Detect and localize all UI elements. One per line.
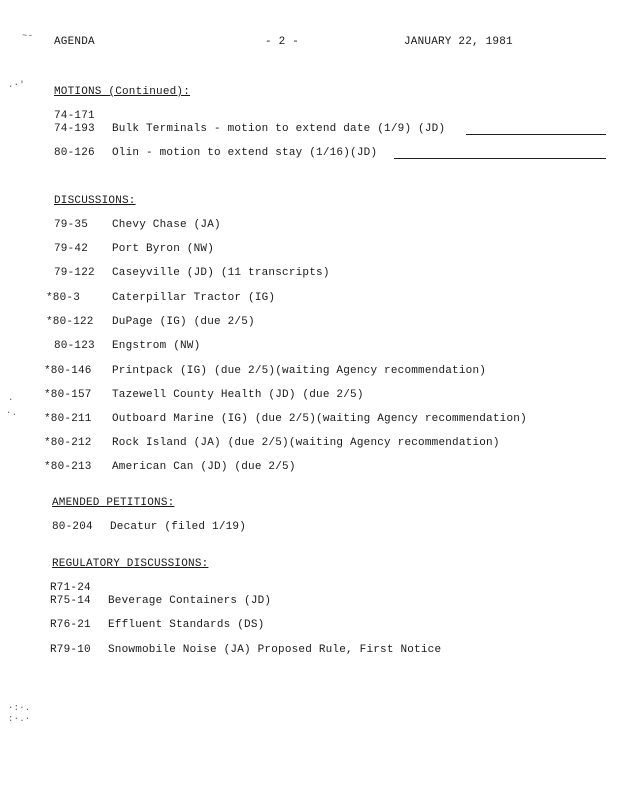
- discussion-number: 79-35: [54, 219, 89, 231]
- regulatory-discussions-heading: REGULATORY DISCUSSIONS:: [52, 558, 209, 570]
- motion-description: Olin - motion to extend stay (1/16)(JD): [112, 147, 378, 159]
- motion-number: 74-193: [54, 123, 95, 135]
- regulatory-number: R76-21: [50, 619, 91, 631]
- motion-description: Bulk Terminals - motion to extend date (1/9) (JD): [112, 123, 446, 135]
- scan-mark: ·: [8, 395, 14, 405]
- discussion-description: Printpack (IG) (due 2/5)(waiting Agency recommendation): [112, 365, 487, 377]
- discussion-description: American Can (JD) (due 2/5): [112, 461, 296, 473]
- discussion-number: *80-211: [44, 413, 92, 425]
- discussion-description: Caterpillar Tractor (IG): [112, 292, 276, 304]
- scan-mark: ·.: [6, 408, 18, 418]
- discussion-number: 80-123: [54, 340, 95, 352]
- regulatory-description: Beverage Containers (JD): [108, 595, 272, 607]
- regulatory-number: R79-10: [50, 644, 91, 656]
- regulatory-description: Snowmobile Noise (JA) Proposed Rule, First Notice: [108, 644, 442, 656]
- scan-mark: :·.·: [8, 714, 31, 724]
- discussion-number: 79-122: [54, 267, 95, 279]
- discussion-description: DuPage (IG) (due 2/5): [112, 316, 255, 328]
- discussion-description: Chevy Chase (JA): [112, 219, 221, 231]
- signature-line: [466, 134, 606, 135]
- discussion-number: *80-157: [44, 389, 92, 401]
- motions-heading: MOTIONS (Continued):: [54, 86, 191, 98]
- regulatory-description: Effluent Standards (DS): [108, 619, 265, 631]
- discussion-description: Rock Island (JA) (due 2/5)(waiting Agency recommendation): [112, 437, 500, 449]
- scan-mark: ·:·.: [8, 703, 31, 713]
- petition-number: 80-204: [52, 521, 93, 533]
- petition-description: Decatur (filed 1/19): [110, 521, 247, 533]
- scan-mark: .·': [8, 80, 25, 90]
- discussion-number: *80-146: [44, 365, 92, 377]
- discussion-description: Outboard Marine (IG) (due 2/5)(waiting Agency recommendation): [112, 413, 527, 425]
- discussions-heading: DISCUSSIONS:: [54, 195, 136, 207]
- document-date: JANUARY 22, 1981: [404, 36, 513, 48]
- document-title: AGENDA: [54, 36, 95, 48]
- discussion-number: *80-212: [44, 437, 92, 449]
- discussion-description: Caseyville (JD) (11 transcripts): [112, 267, 330, 279]
- page-number: - 2 -: [265, 36, 300, 48]
- motion-number: 74-171: [54, 110, 95, 122]
- regulatory-number: R75-14: [50, 595, 91, 607]
- regulatory-number: R71-24: [50, 582, 91, 594]
- motion-number: 80-126: [54, 147, 95, 159]
- discussion-number: *80-122: [46, 316, 94, 328]
- discussion-description: Port Byron (NW): [112, 243, 215, 255]
- discussion-number: *80-213: [44, 461, 92, 473]
- signature-line: [394, 158, 606, 159]
- scan-mark: ~-: [22, 31, 34, 41]
- discussion-number: *80-3: [46, 292, 81, 304]
- amended-petitions-heading: AMENDED PETITIONS:: [52, 497, 175, 509]
- discussion-description: Engstrom (NW): [112, 340, 201, 352]
- discussion-description: Tazewell County Health (JD) (due 2/5): [112, 389, 364, 401]
- discussion-number: 79-42: [54, 243, 89, 255]
